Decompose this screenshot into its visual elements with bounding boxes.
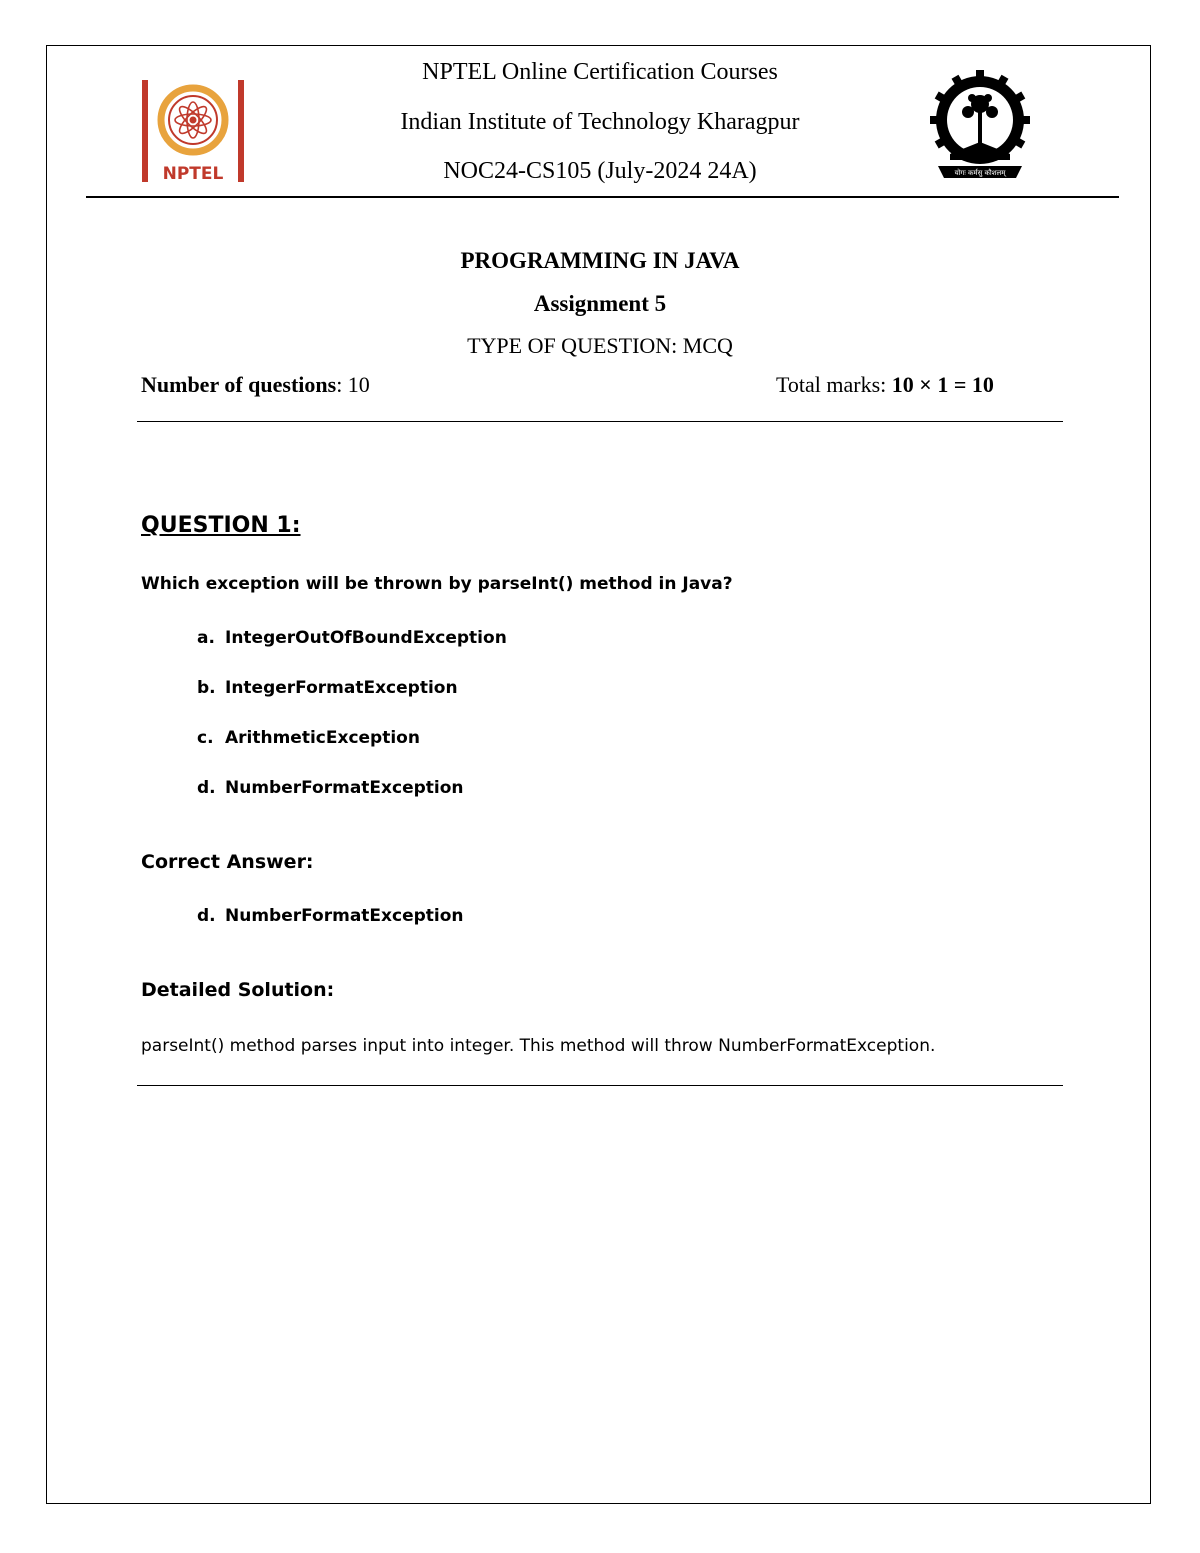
header-line-1: NPTEL Online Certification Courses — [422, 59, 778, 85]
option-text: IntegerFormatException — [225, 678, 458, 698]
option-a — [197, 628, 507, 648]
question-type: TYPE OF QUESTION: MCQ — [467, 333, 733, 358]
option-letter: a. — [197, 628, 215, 648]
assignment-title: Assignment 5 — [533, 291, 667, 316]
correct-answer-heading: Correct Answer: — [141, 851, 314, 873]
meta-divider — [137, 421, 1063, 422]
option-text: NumberFormatException — [225, 778, 464, 798]
detailed-solution-text: parseInt() method parses input into integer. This method will throw NumberFormatException. — [141, 1036, 936, 1056]
header-line-3: NOC24-CS105 (July-2024 24A) — [443, 158, 757, 184]
header-divider — [86, 196, 1119, 198]
answer-letter: d. — [197, 906, 216, 926]
nptel-logo-text: NPTEL — [162, 164, 224, 184]
total-marks-value: 10 × 1 = 10 — [891, 372, 994, 397]
solution-divider — [137, 1085, 1063, 1086]
option-b — [197, 678, 458, 698]
option-letter: d. — [197, 778, 216, 798]
total-marks-label: Total marks: — [776, 372, 892, 397]
total-marks — [776, 372, 994, 398]
header-line-2: Indian Institute of Technology Kharagpur — [400, 109, 800, 135]
number-of-questions — [141, 372, 370, 398]
option-text: IntegerOutOfBoundException — [225, 628, 507, 648]
question-text: Which exception will be thrown by parseInt() method in Java? — [141, 574, 733, 594]
course-title: PROGRAMMING IN JAVA — [460, 248, 740, 273]
num-questions-value: : 10 — [336, 372, 370, 397]
correct-answer — [197, 906, 464, 926]
option-letter: b. — [197, 678, 216, 698]
iit-kgp-motto: योगः कर्मसु कौशलम् — [954, 169, 1006, 177]
option-c — [197, 728, 420, 748]
option-letter: c. — [197, 728, 214, 748]
detailed-solution-heading: Detailed Solution: — [141, 979, 335, 1001]
option-d — [197, 778, 464, 798]
option-text: ArithmeticException — [225, 728, 420, 748]
question-heading: QUESTION 1: — [141, 513, 301, 538]
num-questions-label: Number of questions — [141, 372, 337, 397]
answer-text: NumberFormatException — [225, 906, 464, 926]
